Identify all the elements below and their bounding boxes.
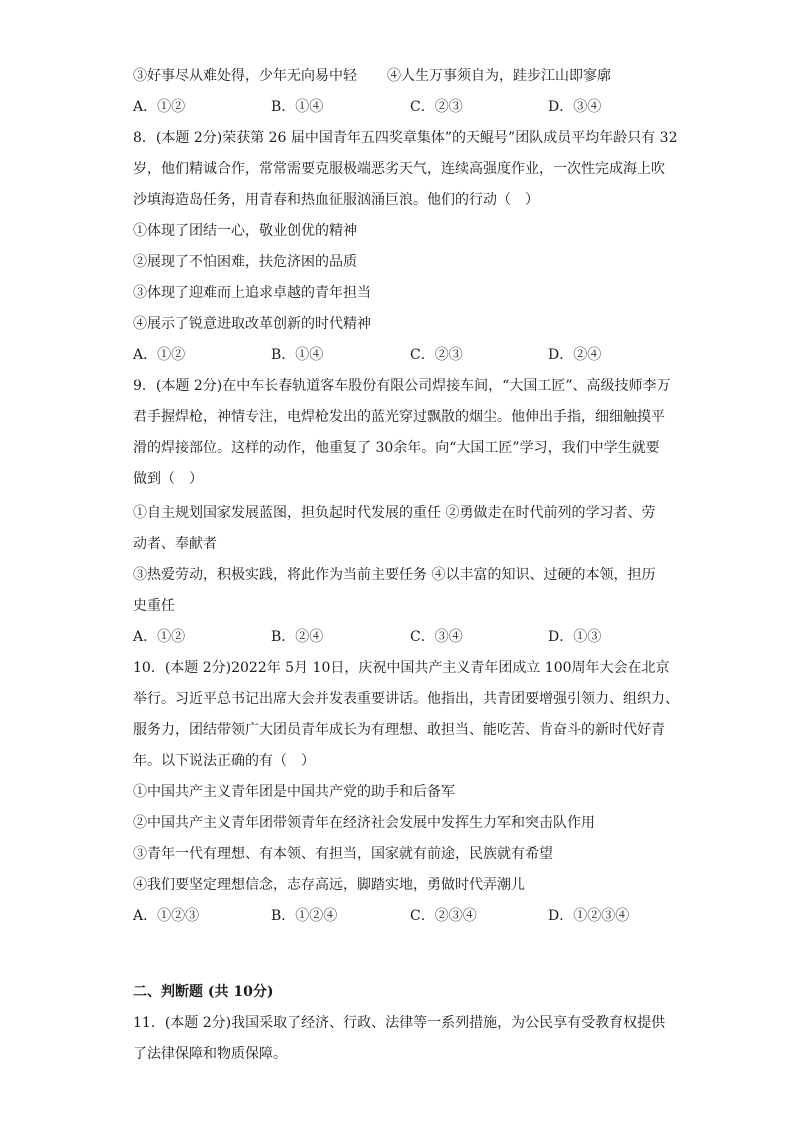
q8-option-a[interactable]: A．①② bbox=[133, 347, 186, 363]
q10-item-2: ②中国共产主义青年团带领青年在经济社会发展中发挥生力军和突击队作用 bbox=[133, 815, 595, 831]
q10-item-1: ①中国共产主义青年团是中国共产党的助手和后备军 bbox=[133, 784, 455, 800]
q7-option-a[interactable]: A．①② bbox=[133, 99, 186, 115]
section-title-judgment: 二、判断题 (共 10分) bbox=[133, 984, 274, 1000]
q8-item-2: ②展现了不怕困难，扶危济困的品质 bbox=[133, 254, 357, 270]
q10-stem-line: 年。以下说法正确的有（ ） bbox=[133, 753, 315, 769]
q7-item-4: ④人生万事须自为，跬步江山即寥廓 bbox=[387, 68, 611, 84]
q8-item-1: ①体现了团结一心，敬业创优的精神 bbox=[133, 223, 357, 239]
q7-option-b[interactable]: B．①④ bbox=[271, 99, 324, 115]
q7-option-d[interactable]: D．③④ bbox=[548, 99, 602, 115]
q10-option-a[interactable]: A．①②③ bbox=[133, 908, 200, 924]
q10-stem-line: 10．(本题 2分)2022年 5月 10日，庆祝中国共产主义青年团成立 100周年大会在北京 bbox=[133, 660, 670, 676]
q11-stem-line: 了法律保障和物质保障。 bbox=[133, 1046, 287, 1062]
q9-option-a[interactable]: A．①② bbox=[133, 629, 186, 645]
q8-stem-line: 沙填海造岛任务，用青春和热血征服汹涌巨浪。他们的行动（ ） bbox=[133, 192, 539, 208]
q9-option-b[interactable]: B．②④ bbox=[271, 629, 324, 645]
q9-item-line: ③热爱劳动，积极实践，将此作为当前主要任务 ④以丰富的知识、过硬的本领，担历 bbox=[133, 567, 656, 583]
q10-stem-line: 举行。习近平总书记出席大会并发表重要讲话。他指出，共青团要增强引领力、组织力、 bbox=[133, 691, 679, 707]
q8-item-4: ④展示了锐意进取改革创新的时代精神 bbox=[133, 316, 371, 332]
q8-option-d[interactable]: D．②④ bbox=[548, 347, 602, 363]
q8-option-b[interactable]: B．①④ bbox=[271, 347, 324, 363]
q8-item-3: ③体现了迎难而上追求卓越的青年担当 bbox=[133, 285, 371, 301]
q11-stem-line: 11．(本题 2分)我国采取了经济、行政、法律等一系列措施，为公民享有受教育权提供 bbox=[133, 1015, 666, 1031]
q9-stem-line: 君手握焊枪，神情专注，电焊枪发出的蓝光穿过飘散的烟尘。他伸出手指，细细触摸平 bbox=[133, 409, 665, 425]
q10-item-4: ④我们要坚定理想信念，志存高远，脚踏实地，勇做时代弄潮儿 bbox=[133, 877, 525, 893]
q10-option-c[interactable]: C．②③④ bbox=[410, 908, 477, 924]
q9-stem-line: 做到（ ） bbox=[133, 471, 203, 487]
q7-option-c[interactable]: C．②③ bbox=[410, 99, 463, 115]
q9-item-line: ①自主规划国家发展蓝图，担负起时代发展的重任 ②勇做走在时代前列的学习者、劳 bbox=[133, 505, 656, 521]
q9-item-line: 动者、奉献者 bbox=[133, 536, 217, 552]
q8-stem-line: 岁，他们精诚合作，常常需要克服极端恶劣天气，连续高强度作业，一次性完成海上吹 bbox=[133, 161, 665, 177]
q9-stem-line: 滑的焊接部位。这样的动作，他重复了 30余年。向“大国工匠”学习，我们中学生就要 bbox=[133, 440, 660, 456]
q10-stem-line: 服务力，团结带领广大团员青年成长为有理想、敢担当、能吃苦、肯奋斗的新时代好青 bbox=[133, 722, 665, 738]
q8-stem-line: 8．(本题 2分)荣获第 26 届中国青年五四奖章集体”的天鲲号”团队成员平均年龄只有 32 bbox=[133, 130, 678, 146]
q10-option-d[interactable]: D．①②③④ bbox=[548, 908, 630, 924]
q10-option-b[interactable]: B．①②④ bbox=[271, 908, 338, 924]
q10-item-3: ③青年一代有理想、有本领、有担当，国家就有前途，民族就有希望 bbox=[133, 846, 553, 862]
q7-item-3: ③好事尽从难处得，少年无向易中轻 bbox=[133, 68, 357, 84]
q9-option-c[interactable]: C．③④ bbox=[410, 629, 463, 645]
q8-option-c[interactable]: C．②③ bbox=[410, 347, 463, 363]
q9-option-d[interactable]: D．①③ bbox=[548, 629, 602, 645]
q9-stem-line: 9．(本题 2分)在中车长春轨道客车股份有限公司焊接车间，“大国工匠”、高级技师李万 bbox=[133, 378, 671, 394]
q9-item-line: 史重任 bbox=[133, 598, 175, 614]
q7-items-row bbox=[133, 66, 673, 86]
